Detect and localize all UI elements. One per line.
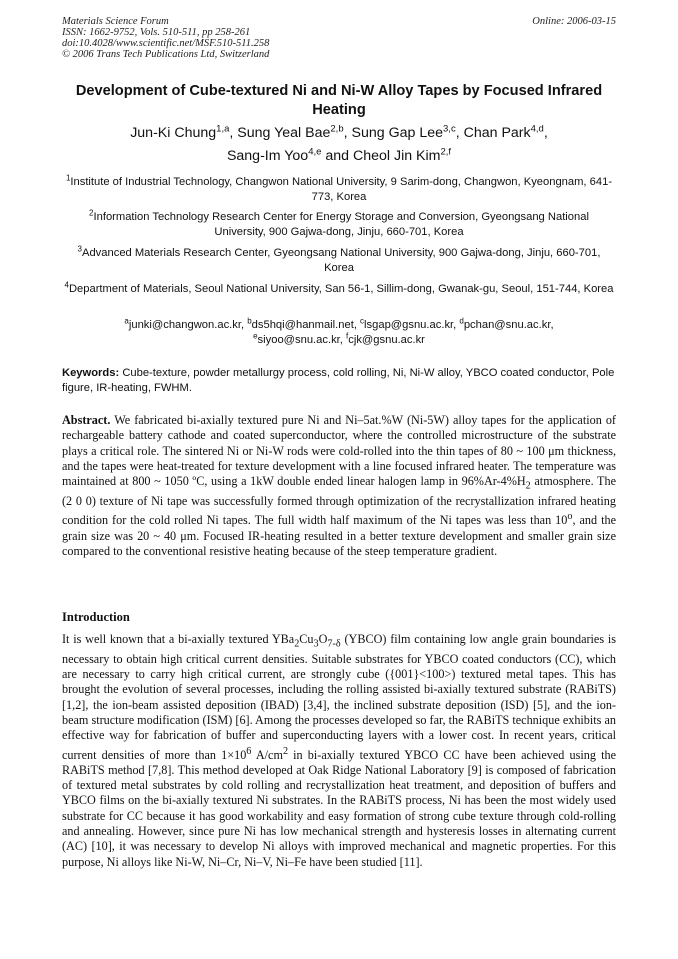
intro-text: It is well known that a bi-axially textured YBa <box>62 632 295 646</box>
affiliation-text: Institute of Industrial Technology, Changwon National University, 9 Sarim-dong, Changwon, Kyeongnam, 641-773, Korea <box>70 176 613 203</box>
author-separator: , <box>543 125 548 141</box>
email-superscript: b <box>247 316 252 326</box>
email-list: $^a$junki@changwon.ac.kr, $^b$ds5hqi@hanmail.net, $^c$lsgap@gsnu.ac.kr, $^d$pchan@snu.ac.kr, $^e$siyoo@snu.ac.kr, $^f$cjk@gsnu.ac.kr <box>124 316 554 346</box>
author-superscript: 4,e <box>308 146 322 158</box>
affiliation-number: 1 <box>65 173 71 183</box>
journal-header <box>62 16 616 60</box>
keywords-label: Keywords: <box>62 367 120 379</box>
keywords-block <box>62 366 616 396</box>
email-link[interactable]: cjk@gsnu.ac.kr <box>348 334 425 346</box>
abstract-label: Abstract. <box>62 413 111 427</box>
introduction-heading: Introduction <box>62 610 130 624</box>
email-link[interactable]: ds5hqi@hanmail.net <box>251 319 354 331</box>
affiliation-text: Department of Materials, Seoul National University, San 56-1, Sillim-dong, Gwanak-gu, Seoul, 151-744, Korea <box>68 283 614 295</box>
email-link[interactable]: junki@changwon.ac.kr <box>128 319 241 331</box>
email-superscript: d <box>459 316 464 326</box>
email-superscript: a <box>124 316 129 326</box>
intro-text: in bi-axially textured YBCO CC have been achieved using the RABiTS method [7,8]. This method developed at Oak Ridge National Laboratory [9] is composed of fabrication of textured metal substrates by cold rolling and recrystallization heat treatment, and deposition of buffers and YBCO films on the bi-axially textured Ni substrates. In the RABiTS process, Ni has been the most widely used substrate for CC because it has good workability and easy formation of strong cube texture through cold-rolling and annealing. However, since pure Ni has low mechanical strength and hysteresis losses in alternating current (AC) [10], it was necessary to develop Ni alloys with improved mechanical and magnetic properties. For this purpose, Ni alloys like Ni-W, Ni–Cr, Ni–V, Ni–Fe have been studied [11]. <box>62 747 616 869</box>
author-superscript: 3,c <box>443 123 456 135</box>
doi-line[interactable]: doi:10.4028/www.scientific.net/MSF.510-511.258 <box>62 38 270 49</box>
intro-text: Cu <box>299 632 314 646</box>
author-name: Sung Gap Lee <box>351 125 444 141</box>
affiliation-number: 3 <box>77 244 82 254</box>
affiliation-1 <box>62 175 616 205</box>
author-name: Jun-Ki Chung <box>130 125 217 141</box>
subscript: 3 <box>313 638 319 650</box>
author-superscript: 2,b <box>330 123 344 135</box>
subscript: 7-δ <box>327 638 341 650</box>
email-link[interactable]: pchan@snu.ac.kr <box>463 319 551 331</box>
author-separator: , <box>455 125 464 141</box>
abstract-block <box>62 413 616 559</box>
subscript: 2 <box>525 480 531 492</box>
author-name: Chan Park <box>463 125 531 141</box>
email-superscript: f <box>346 331 349 341</box>
superscript: 6 <box>246 745 252 757</box>
superscript: o <box>567 511 573 523</box>
author-list <box>62 122 616 168</box>
affiliation-text: Advanced Materials Research Center, Gyeongsang National University, 900 Gajwa-dong, Jinju, 660-701, Korea <box>82 247 601 274</box>
abstract-text: atmosphere. The (2 0 0) texture of Ni tape was successfully formed through optimization of the recrystallization infrared heating condition for the cold rolled Ni tapes. The full width half maximum of the Ni tapes was less than 10 <box>62 474 616 528</box>
affiliation-number: 2 <box>89 208 94 218</box>
author-superscript: 1,a <box>216 123 230 135</box>
email-link[interactable]: lsgap@gsnu.ac.kr <box>364 319 454 331</box>
intro-text: O <box>318 632 328 646</box>
online-date: Online: 2006-03-15 <box>532 16 616 27</box>
author-name: Sang-Im Yoo <box>226 148 309 164</box>
author-separator: and <box>321 148 353 164</box>
author-separator: , <box>229 125 238 141</box>
issn-line: ISSN: 1662-9752, Vols. 510-511, pp 258-261 <box>62 27 251 38</box>
paper-title: Development of Cube-textured Ni and Ni-W Alloy Tapes by Focused Infrared Heating <box>75 83 603 118</box>
affiliation-4 <box>62 282 616 297</box>
author-separator: , <box>343 125 352 141</box>
abstract-text: We fabricated bi-axially textured pure Ni and Ni–5at.%W (Ni-5W) alloy tapes for the application of rechargeable battery cathode and coated superconductor, where the controlled microstructure of the substrate plays a critical role. The sintered Ni or Ni-W rods were cold-rolled into the thin tapes of 80 ~ 100 μm thickness, and the tapes were heat-treated for texture development with a line focused infrared heater. The temperature was maintained at 800 ~ 1050 ºC, using a 1kW double ended linear halogen lamp in 96%Ar-4%H <box>62 413 616 489</box>
affiliation-2 <box>62 210 616 240</box>
author-name: Sung Yeal Bae <box>237 125 331 141</box>
affiliation-text: Information Technology Research Center for Energy Storage and Conversion, Gyeongsang National University, 900 Gajwa-dong, Jinju, 660-701, Korea <box>93 211 589 238</box>
author-superscript: 2,f <box>440 146 452 158</box>
introduction-body <box>62 632 616 870</box>
email-superscript: c <box>360 316 365 326</box>
intro-text: A/cm <box>251 747 283 762</box>
affiliation-3 <box>62 246 616 276</box>
author-name: Cheol Jin Kim <box>352 148 441 164</box>
abstract-text: , and the grain size was 20 ~ 40 μm. Focused IR-heating resulted in a better texture development and smaller grain size compared to the conventional resistive heating because of the steep temperature gradient. <box>62 513 616 558</box>
affiliation-number: 4 <box>64 280 69 290</box>
subscript: 2 <box>294 638 300 650</box>
keywords-text: Cube-texture, powder metallurgy process, cold rolling, Ni, Ni-W alloy, YBCO coated conductor, Pole figure, IR-heating, FWHM. <box>62 367 615 394</box>
email-superscript: e <box>253 331 258 341</box>
email-link[interactable]: siyoo@snu.ac.kr <box>257 334 340 346</box>
author-superscript: 4,d <box>530 123 544 135</box>
superscript: 2 <box>282 745 289 757</box>
copyright-line: © 2006 Trans Tech Publications Ltd, Switzerland <box>62 49 270 60</box>
journal-name: Materials Science Forum <box>62 16 169 27</box>
intro-text: (YBCO) film containing low angle grain boundaries is necessary to obtain high critical current densities. Suitable substrates for YBCO coated conductors (CC), which are necessary to carry high critical current, are strongly cube ({001}<100>) textured metal tapes. This has brought the evolution of several processes, including the rolling assisted bi-axially textured substrate (RABiTS) [1,2], the ion-beam assisted deposition (IBAD) [3,4], the inclined substrate deposition (ISD) [5], and the ion-beam structure modification (ISM) [6]. Among the processes developed so far, the RABiTS technique exhibits an effective way for fabrication of buffer and superconducting layers with a lower cost. In recent years, critical current densities of more than 1×10 <box>62 632 616 762</box>
